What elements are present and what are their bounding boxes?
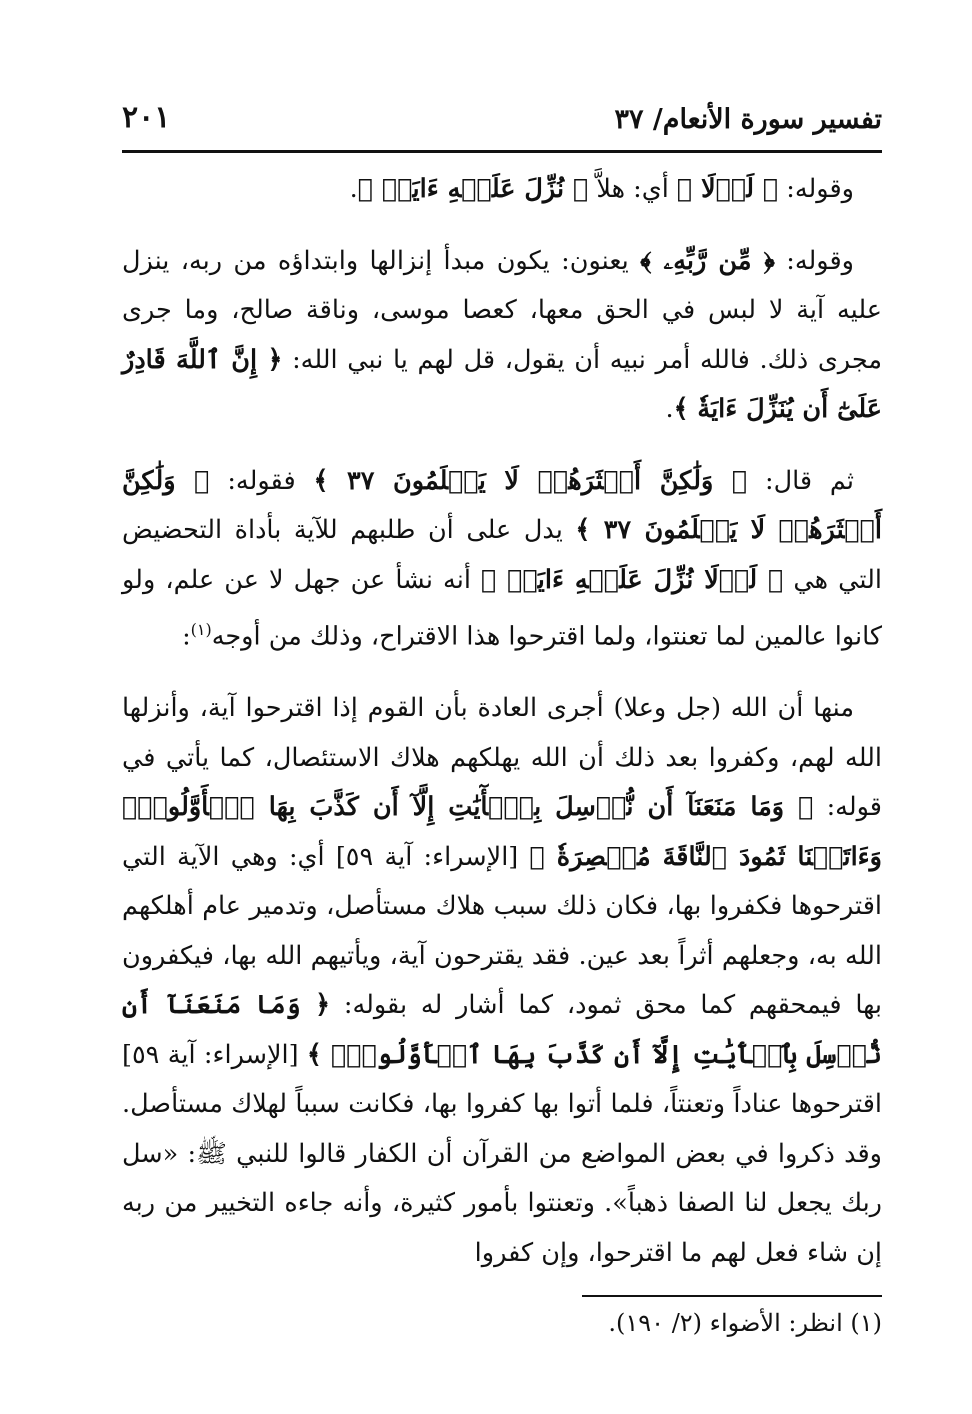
text-run: [الإسراء: آية ٥٩] أي: وهي الآية التي اقترحوها فكفروا بها، فكان ذلك سبب هلاك مستأصل، وتدمير عام أهلكهم الله به، وجعلهم أثراً بعد عين. فقد يقترحون آية، ويأتيهم الله بها، فيكفرون بها فيمحقهم كما محق ثمود، كما أشار له بقوله:	[122, 841, 882, 1020]
quran-verse: ﴿ وَلَٰكِنَّ أَكۡثَرَهُمۡ لَا يَعۡلَمُونَ ٣٧ ﴾	[313, 465, 748, 496]
quran-verse: ﴿ لَوۡلَا ﴾	[676, 174, 779, 204]
text-run: ثم قال:	[747, 465, 855, 496]
text-run: أنه نشأ عن جهل لا عن علم، ولو كانوا عالمين لما تعنتوا، ولما اقترحوا هذا الاقتراح، وذلك من أوجه	[122, 564, 882, 652]
footnote-marker: (١)	[190, 620, 212, 639]
running-title: تفسير سورة الأنعام/ ٣٧	[614, 104, 882, 135]
text-run: .	[349, 174, 358, 204]
text-run: يدل على أن طلبهم للآية بأداة التحضيض التي هي	[122, 515, 882, 595]
footnote: (١) انظر: الأضواء (٢/ ١٩٠).	[608, 1309, 882, 1337]
footnote-rule	[582, 1295, 882, 1297]
quran-verse: ﴿ مِّن رَّبِّهِۦ ﴾	[640, 245, 775, 276]
quran-verse: ﴿ وَلَٰكِنَّ أَكۡثَرَهُمۡ لَا يَعۡلَمُونَ ٣٧ ﴾	[122, 465, 883, 545]
quran-verse: ﴿ وَمَا مَنَعَنَآ أَن نُّرۡسِلَ بِٱلۡأٓيَٰتِ إِلَّآ أَن كَذَّبَ بِهَا ٱلۡأَوَّلُونَۚ ﴾	[122, 990, 882, 1070]
quran-verse: ﴿ لَوۡلَا نُزِّلَ عَلَيۡهِ ءَايَةٞ ﴾	[481, 564, 784, 595]
text-run: يعنون: يكون مبدأ إنزالها وابتداؤه من ربه، ينزل عليه آية لا لبس في الحق معها، كعصا موسى، وناقة صالح، وما جرى مجرى ذلك. فالله أمر نبيه أن يقول، قل لهم يا نبي الله:	[122, 245, 882, 375]
page-header	[122, 96, 882, 148]
paragraph	[122, 684, 882, 1278]
paragraph	[122, 457, 882, 663]
quran-verse: ﴿ إِنَّ ٱللَّهَ قَادِرٌ عَلَىٰٓ أَن يُنَزِّلَ ءَايَةٗ ﴾	[122, 344, 882, 424]
text-run: :	[182, 621, 191, 652]
paragraph	[122, 237, 882, 435]
body-text	[122, 165, 882, 1278]
quran-verse: ﴿ وَمَا مَنَعَنَآ أَن نُّرۡسِلَ بِٱلۡأٓيَٰتِ إِلَّآ أَن كَذَّبَ بِهَا ٱلۡأَوَّلُونَۚ وَءَاتَيۡنَا ثَمُودَ ٱلنَّاقَةَ مُبۡصِرَةٗ ﴾	[122, 792, 882, 872]
text-run: وقوله:	[774, 245, 854, 276]
page-number: ٢٠١	[122, 100, 171, 135]
text-run: وقوله:	[778, 174, 854, 204]
text-run: منها أن الله (جل وعلا) أجرى العادة بأن القوم إذا اقترحوا آية، وأنزلها الله لهم، وكفروا بعد ذلك أن الله يهلكهم هلاك الاستئصال، كما يأتي في قوله:	[122, 693, 882, 822]
text-run: فقوله:	[209, 465, 314, 496]
header-rule	[122, 150, 882, 153]
text-run: أي: هلاَّ	[588, 174, 677, 204]
quran-verse: ﴿ نُزِّلَ عَلَيۡهِ ءَايَةٞ ﴾	[357, 174, 589, 204]
text-run: .	[665, 394, 674, 424]
text-run: [الإسراء: آية ٥٩] اقترحوها عناداً وتعنتاً، فلما أتوا بها كفروا بها، فكانت سبباً لهلاك مستأصل. وقد ذكروا في بعض المواضع من القرآن أن الكفار قالوا للنبي ﷺ: «سل ربك يجعل لنا الصفا ذهباً». وتعنتوا بأمور كثيرة، وأنه جاءه التخيير من ربه إن شاء فعل لهم ما اقترحوا، وإن كفروا	[122, 1039, 882, 1268]
paragraph	[122, 165, 882, 215]
